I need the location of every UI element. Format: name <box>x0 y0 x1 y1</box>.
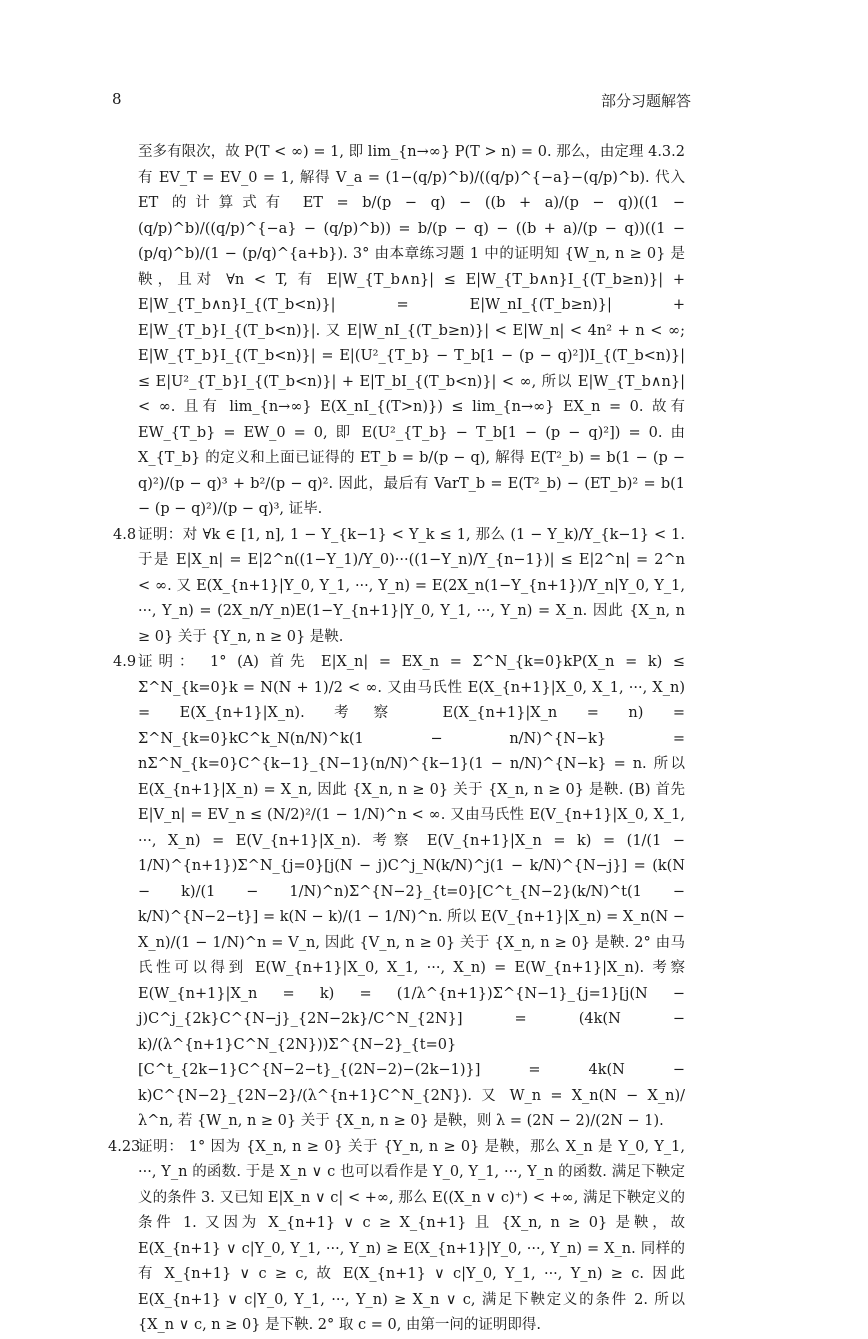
paragraph-text: 证明： 1° 因为 {X_n, n ≥ 0} 关于 {Y_n, n ≥ 0} 是鞅，那么 X_n 是 Y_0, Y_1, ···, Y_n 的函数. 于是 X_n ∨ c 也可以看作是 Y_0, Y_1, ···, Y_n 的函数. 满足下鞅定义的条件 3. 又已知 E|X_n ∨ c| < +∞, 那么 E((X_n ∨ c)⁺) < +∞, 满足下鞅定义的条件 1. 又因为 X_{n+1} ∨ c ≥ X_{n+1} 且 {X_n, n ≥ 0} 是鞅，故 E(X_{n+1} ∨ c|Y_0, Y_1, ···, Y_n) ≥ E(X_{n+1}|Y_0, ···, Y_n) = X_n. 同样的有 X_{n+1} ∨ c ≥ c, 故 E(X_{n+1} ∨ c|Y_0, Y_1, ···, Y_n) ≥ c. 因此 E(X_{n+1} ∨ c|Y_0, Y_1, ···, Y_n) ≥ X_n ∨ c, 满足下鞅定义的条件 2. 所以 {X_n ∨ c, n ≥ 0} 是下鞅. 2° 取 c = 0, 由第一问的证明即得. <box>138 1138 685 1333</box>
exercise-number: 4.23 <box>108 1138 141 1155</box>
running-head: 部分习题解答 <box>600 92 691 110</box>
solution-4-23 <box>108 1135 685 1339</box>
solution-continued <box>113 140 685 523</box>
paragraph-text: 证明： 1° (A) 首先 E|X_n| = EX_n = Σ^N_{k=0}kP(X_n = k) ≤ Σ^N_{k=0}k = N(N + 1)/2 < ∞. 又由马氏性 E(X_{n+1}|X_0, X_1, ···, X_n) = E(X_{n+1}|X_n). 考察 E(X_{n+1}|X_n = n) = Σ^N_{k=0}kC^k_N(n/N)^k(1 − n/N)^{N−k} = nΣ^N_{k=0}C^{k−1}_{N−1}(n/N)^{k−1}(1 − n/N)^{N−k} = n. 所以 E(X_{n+1}|X_n) = X_n, 因此 {X_n, n ≥ 0} 关于 {X_n, n ≥ 0} 是鞅. (B) 首先 E|V_n| = EV_n ≤ (N/2)²/(1 − 1/N)^n < ∞. 又由马氏性 E(V_{n+1}|X_0, X_1, ···, X_n) = E(V_{n+1}|X_n). 考察 E(V_{n+1}|X_n = k) = (1/(1 − 1/N)^{n+1})Σ^N_{j=0}[j(N − j)C^j_N(k/N)^j(1 − k/N)^{N−j}] = (k(N − k)/(1 − 1/N)^n)Σ^{N−2}_{t=0}[C^t_{N−2}(k/N)^t(1 − k/N)^{N−2−t}] = k(N − k)/(1 − 1/N)^n. 所以 E(V_{n+1}|X_n) = X_n(N − X_n)/(1 − 1/N)^n = V_n, 因此 {V_n, n ≥ 0} 关于 {X_n, n ≥ 0} 是鞅. 2° 由马氏性可以得到 E(W_{n+1}|X_0, X_1, ···, X_n) = E(W_{n+1}|X_n). 考察 E(W_{n+1}|X_n = k) = (1/λ^{n+1})Σ^{N−1}_{j=1}[j(N − j)C^j_{2k}C^{N−j}_{2N−2k}/C^N_{2N}] = (4k(N − k)/(λ^{n+1}C^N_{2N}))Σ^{N−2}_{t=0}[C^t_{2k−1}C^{N−2−t}_{(2N−2)−(2k−1)}] = 4k(N − k)C^{N−2}_{2N−2}/(λ^{n+1}C^N_{2N}). 又 W_n = X_n(N − X_n)/λ^n, 若 {W_n, n ≥ 0} 关于 {X_n, n ≥ 0} 是鞅，则 λ = (2N − 2)/(2N − 1). <box>138 654 685 1129</box>
paragraph-text: 至多有限次，故 P(T < ∞) = 1, 即 lim_{n→∞} P(T > n) = 0. 那么，由定理 4.3.2 有 EV_T = EV_0 = 1, 解得 V_a = (1−(q/p)^b)/((q/p)^{−a}−(q/p)^b). 代入 ET 的计算式有 ET = b/(p − q) − ((b + a)/(p − q))((1 − (q/p)^b)/((q/p)^{−a} − (q/p)^b)) = b/(p − q) − ((b + a)/(p − q))((1 − (p/q)^b)/(1 − (p/q)^{a+b}). 3° 由本章练习题 1 中的证明知 {W_n, n ≥ 0} 是鞅，且对 ∀n < T, 有 E|W_{T_b∧n}| ≤ E|W_{T_b∧n}I_{(T_b≥n)}| + E|W_{T_b∧n}I_{(T_b<n)}| = E|W_nI_{(T_b≥n)}| + E|W_{T_b}I_{(T_b<n)}|. 又 E|W_nI_{(T_b≥n)}| < E|W_n| < 4n² + n < ∞; E|W_{T_b}I_{(T_b<n)}| = E|(U²_{T_b} − T_b[1 − (p − q)²])I_{(T_b<n)}| ≤ E|U²_{T_b}I_{(T_b<n)}| + E|T_bI_{(T_b<n)}| < ∞, 所以 E|W_{T_b∧n}| < ∞. 且有 lim_{n→∞} E(X_nI_{(T>n)}) ≤ lim_{n→∞} EX_n = 0. 故有 EW_{T_b} = EW_0 = 0, 即 E(U²_{T_b} − T_b[1 − (p − q)²]) = 0. 由 X_{T_b} 的定义和上面已证得的 ET_b = b/(p − q), 解得 E(T²_b) = b(1 − (p − q)²)/(p − q)³ + b²/(p − q)². 因此，最后有 VarT_b = E(T²_b) − (ET_b)² = b(1 − (p − q)²)/(p − q)³, 证毕. <box>138 144 685 517</box>
page-number: 8 <box>112 90 122 108</box>
solutions-body <box>108 140 685 1339</box>
solution-4-9 <box>113 650 685 1135</box>
exercise-number: 4.8 <box>113 526 137 543</box>
paragraph-text: 证明：对 ∀k ∈ [1, n], 1 − Y_{k−1} < Y_k ≤ 1, 那么 (1 − Y_k)/Y_{k−1} < 1. 于是 E|X_n| = E|2^n((1−Y_1)/Y_0)···((1−Y_n)/Y_{n−1})| ≤ E|2^n| = 2^n < ∞. 又 E(X_{n+1}|Y_0, Y_1, ···, Y_n) = E(2X_n(1−Y_{n+1})/Y_n|Y_0, Y_1, ···, Y_n) = (2X_n/Y_n)E(1−Y_{n+1}|Y_0, Y_1, ···, Y_n) = X_n. 因此 {X_n, n ≥ 0} 关于 {Y_n, n ≥ 0} 是鞅. <box>138 526 685 645</box>
page-header <box>112 90 691 114</box>
exercise-number: 4.9 <box>113 654 137 670</box>
solution-4-8 <box>113 523 685 651</box>
